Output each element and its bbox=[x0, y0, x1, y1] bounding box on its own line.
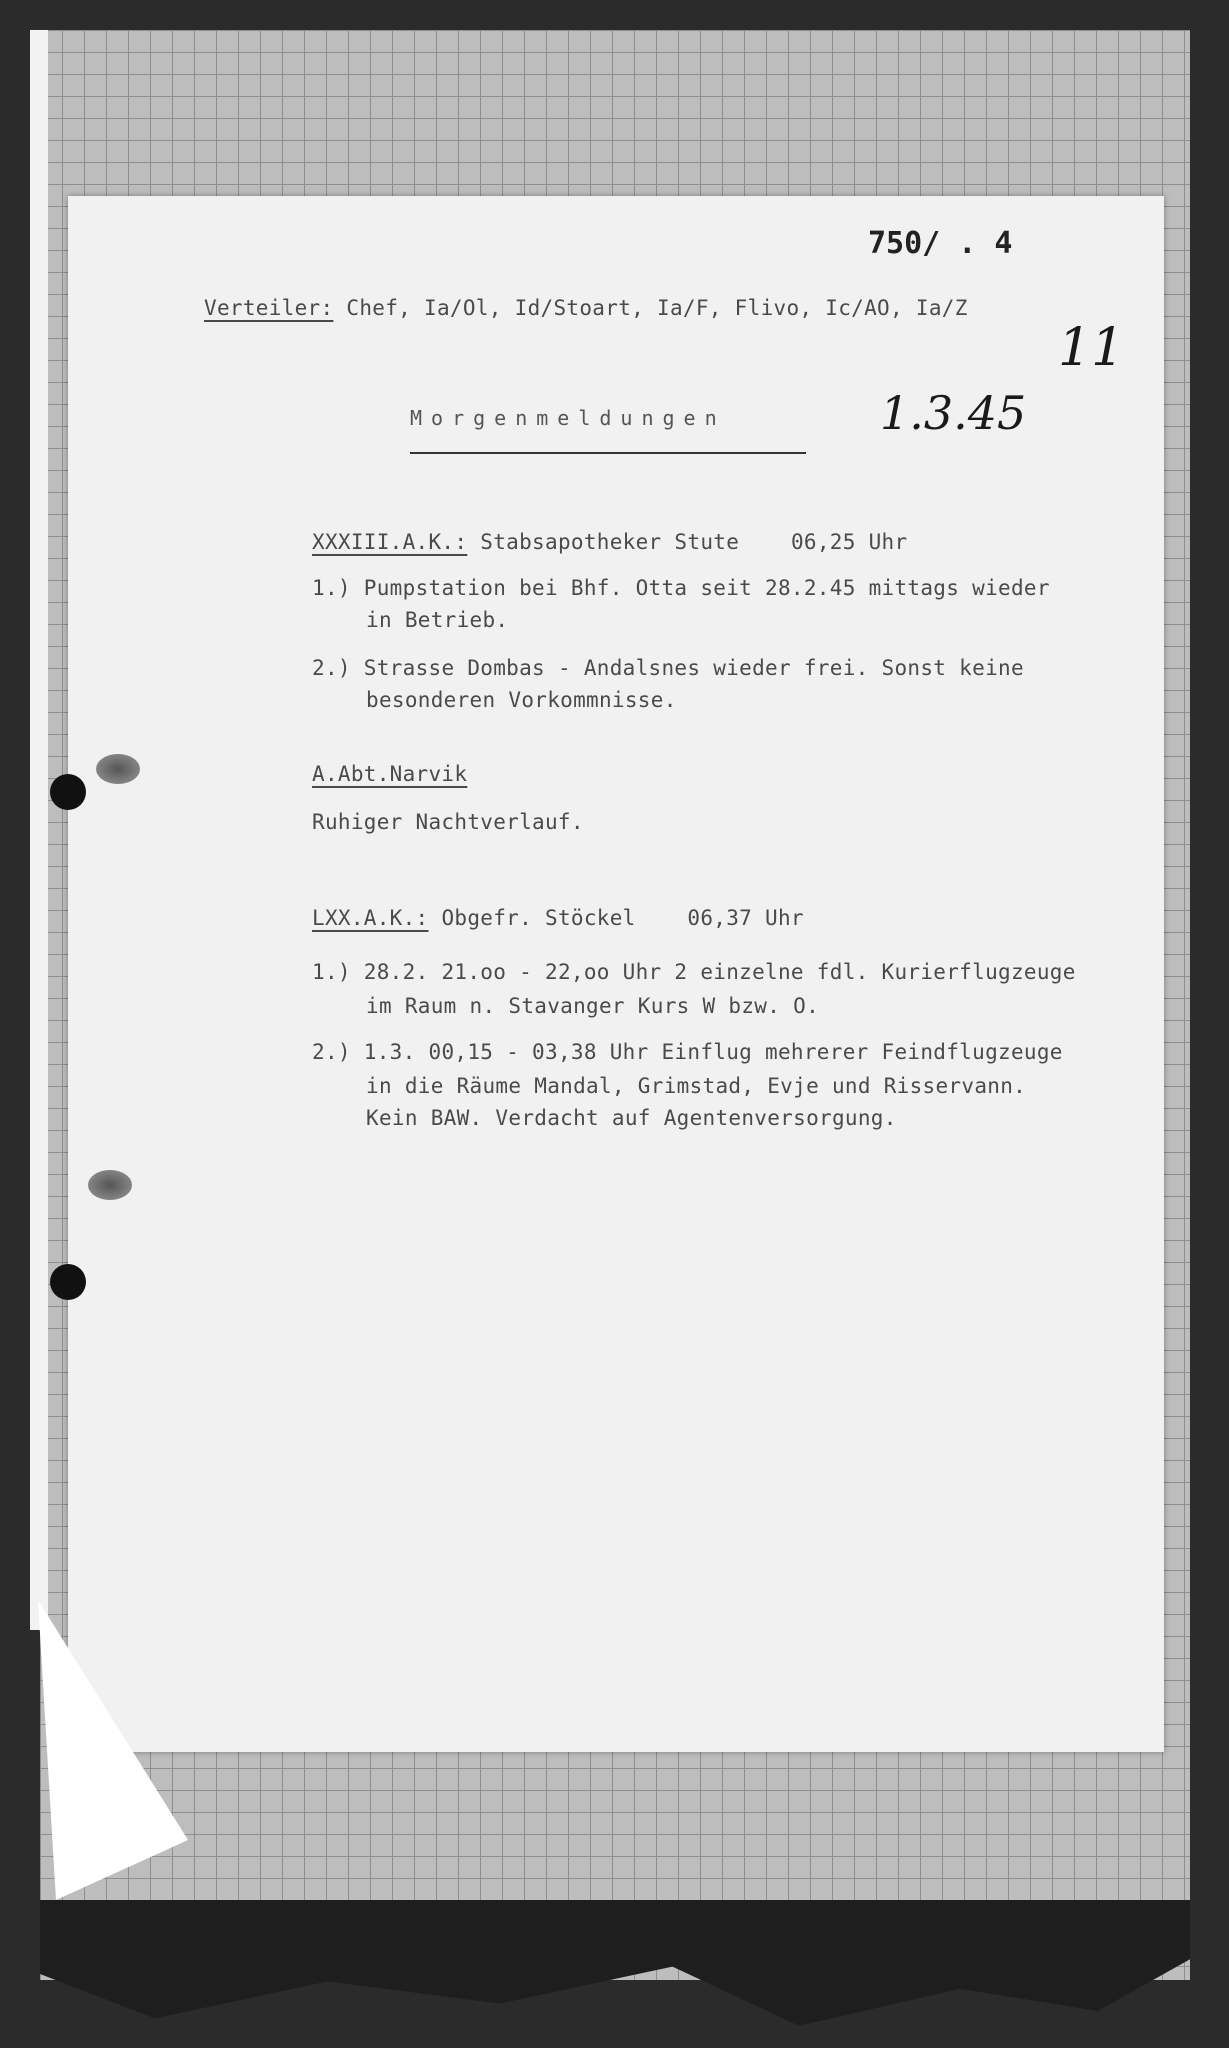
list-item bbox=[312, 960, 1076, 984]
item-line: 1.3. 00,15 - 03,38 Uhr Einflug mehrerer Feindflugzeuge bbox=[363, 1040, 1063, 1064]
reporter-name: Stabsapotheker Stute bbox=[480, 530, 740, 554]
title-underline bbox=[410, 452, 806, 454]
section-header-narvik: A.Abt.Narvik bbox=[312, 762, 468, 786]
item-number: 1.) bbox=[312, 576, 351, 600]
report-time: 06,25 Uhr bbox=[790, 530, 908, 554]
list-item bbox=[312, 576, 1050, 600]
item-number: 1.) bbox=[312, 960, 351, 984]
handwritten-date: 1.3.45 bbox=[880, 386, 1027, 440]
item-line: 28.2. 21.oo - 22,oo Uhr 2 einzelne fdl. Kurierflugzeuge bbox=[363, 960, 1076, 984]
list-item bbox=[312, 656, 1024, 680]
item-line: im Raum n. Stavanger Kurs W bzw. O. bbox=[366, 994, 820, 1018]
section-text: Ruhiger Nachtverlauf. bbox=[312, 810, 584, 834]
page-title: Morgenmeldungen bbox=[410, 406, 726, 430]
torn-bottom-edge bbox=[40, 1900, 1190, 2048]
unit-name: XXXIII.A.K.: bbox=[312, 530, 468, 554]
item-line: Kein BAW. Verdacht auf Agentenversorgung. bbox=[366, 1106, 897, 1130]
section-header-lxx bbox=[312, 906, 804, 930]
list-item bbox=[312, 1040, 1063, 1064]
section-header-xxxiii bbox=[312, 530, 907, 554]
unit-name: LXX.A.K.: bbox=[312, 906, 429, 930]
punch-hole-top bbox=[50, 774, 86, 810]
item-number: 2.) bbox=[312, 656, 351, 680]
punch-hole-bottom bbox=[50, 1264, 86, 1300]
handwritten-mark: 11 bbox=[1058, 318, 1125, 378]
item-line: in Betrieb. bbox=[366, 608, 509, 632]
distribution-list: Chef, Ia/Ol, Id/Stoart, Ia/F, Flivo, Ic/AO, Ia/Z bbox=[346, 296, 968, 320]
item-line: besonderen Vorkommnisse. bbox=[366, 688, 677, 712]
item-line: Strasse Dombas - Andalsnes wieder frei. Sonst keine bbox=[363, 656, 1024, 680]
item-line: Pumpstation bei Bhf. Otta seit 28.2.45 mittags wieder bbox=[363, 576, 1050, 600]
reporter-name: Obgefr. Stöckel bbox=[441, 906, 636, 930]
distribution-line bbox=[204, 296, 968, 320]
item-number: 2.) bbox=[312, 1040, 351, 1064]
punch-hole-shadow-bottom bbox=[88, 1170, 132, 1200]
punch-hole-shadow-top bbox=[96, 754, 140, 784]
left-paper-strip bbox=[30, 30, 48, 1630]
document-number: 750/ . 4 bbox=[868, 226, 1013, 261]
distribution-label: Verteiler: bbox=[204, 296, 334, 320]
report-time: 06,37 Uhr bbox=[687, 906, 804, 930]
item-line: in die Räume Mandal, Grimstad, Evje und Risservann. bbox=[366, 1074, 1027, 1098]
